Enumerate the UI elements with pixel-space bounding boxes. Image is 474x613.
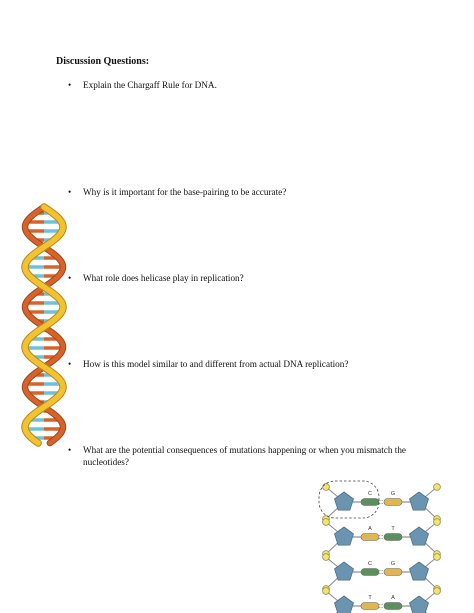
base-label: A [368, 526, 372, 532]
question-item [68, 359, 438, 371]
base-label: T [368, 595, 372, 601]
base-label: C [368, 561, 372, 567]
phosphate-circle [434, 554, 441, 561]
base-label: C [368, 491, 372, 497]
base-block-left [361, 569, 379, 576]
sugar-pentagon [409, 492, 428, 510]
bullet: • [68, 359, 72, 369]
question-text: What are the potential consequences of mutations happening or when you mismatch the nucleotides? [83, 445, 406, 467]
base-label: G [390, 491, 396, 497]
base-block-left [361, 499, 379, 506]
bullet: • [68, 445, 72, 455]
base-block-left [361, 534, 379, 541]
question-text: How is this model similar to and different from actual DNA replication? [83, 359, 349, 369]
base-block-left [361, 603, 379, 610]
dna-helix-illustration [16, 203, 74, 448]
phosphate-circle [323, 519, 330, 526]
bullet: • [68, 80, 72, 90]
base-block-right [384, 534, 402, 541]
phosphate-circle [434, 519, 441, 526]
base-label: A [391, 595, 395, 601]
base-label: T [391, 526, 395, 532]
sugar-pentagon [334, 527, 353, 545]
base-pair-diagram [314, 476, 474, 613]
question-item [68, 273, 438, 285]
sugar-pentagon [409, 527, 428, 545]
bullet: • [68, 187, 72, 197]
base-block-right [384, 603, 402, 610]
sugar-pentagon [334, 596, 353, 613]
question-text: Explain the Chargaff Rule for DNA. [83, 80, 217, 90]
question-item [68, 187, 438, 199]
phosphate-circle [323, 484, 330, 491]
sugar-pentagon [334, 562, 353, 580]
phosphate-circle [323, 588, 330, 595]
bullet: • [68, 273, 72, 283]
question-text: Why is it important for the base-pairing to be accurate? [83, 187, 287, 197]
sugar-pentagon [334, 492, 353, 510]
question-item [68, 80, 438, 92]
sugar-pentagon [409, 596, 428, 613]
base-block-right [384, 569, 402, 576]
base-block-right [384, 499, 402, 506]
phosphate-circle [434, 484, 441, 491]
phosphate-circle [434, 588, 441, 595]
base-label: G [390, 561, 396, 567]
helix-strand-yellow [25, 207, 63, 443]
question-text: What role does helicase play in replication? [83, 273, 244, 283]
sugar-pentagon [409, 562, 428, 580]
phosphate-circle [323, 554, 330, 561]
question-item [68, 445, 438, 468]
section-heading: Discussion Questions: [56, 56, 150, 67]
